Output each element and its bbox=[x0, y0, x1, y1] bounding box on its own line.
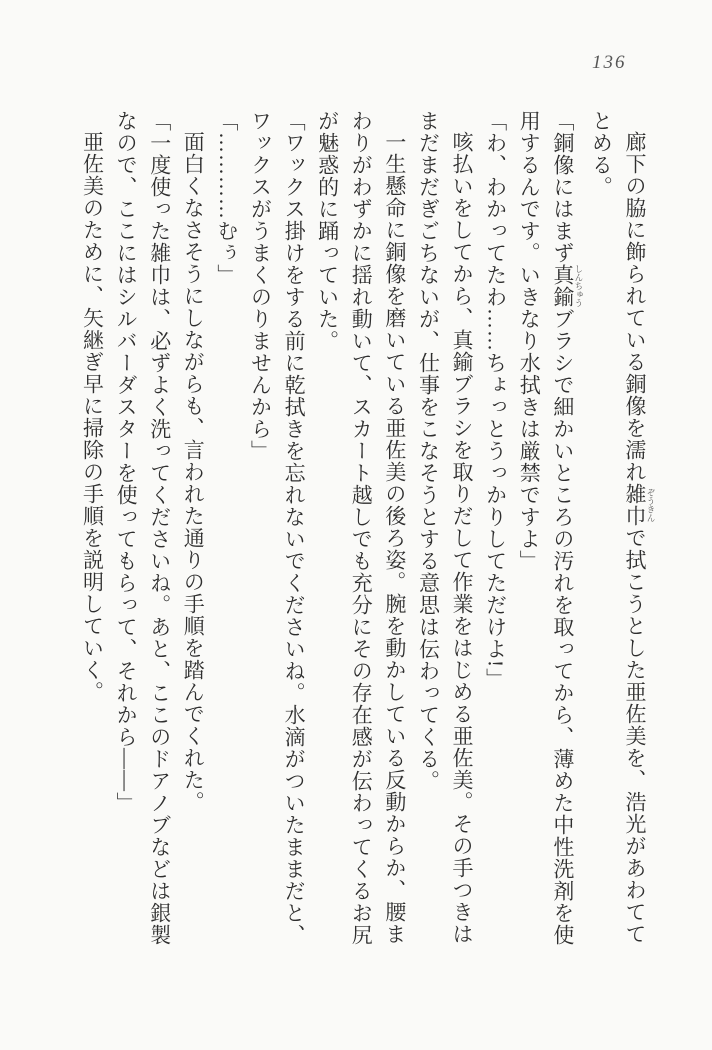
furigana-text: しんちゅう bbox=[573, 264, 584, 308]
paragraph: 「一度使った雑巾は、必ずよく洗ってくださいね。あと、ここのドアノブなどは銀製なので、ここにはシルバーダスターを使ってもらって、それから――」 bbox=[114, 110, 172, 946]
paragraph: 「わ、わかってたわ……ちょっとうっかりしてただけよ!」 bbox=[483, 110, 508, 690]
page-number: 136 bbox=[592, 52, 627, 73]
paragraph: 廊下の脇に飾られている銅像を濡れ雑巾 ぞうきんで拭こうとした亜佐美を、浩光があわててとめる。 bbox=[589, 110, 656, 945]
paragraph: 一生懸命に銅像を磨いている亜佐美の後ろ姿。腕を動かしている反動からか、腰まわりがわずかに揺れ動いて、スカート越しでも充分にその存在感が伝わってくるお尻が魅惑的に踊っていた。 bbox=[315, 110, 407, 946]
paragraph: 面白くなさそうにしながらも、言われた通りの手順を踏んでくれた。 bbox=[181, 131, 206, 813]
paragraph: 「銅像にはまず真鍮 しんちゅうブラシで細かいところの汚れを取ってから、薄めた中性洗剤を使用するんです。いきなり水拭きは厳禁ですよ」 bbox=[517, 110, 584, 946]
furigana-ruby: 雑巾 ぞうきん bbox=[623, 483, 656, 527]
furigana-ruby: 真鍮 しんちゅう bbox=[550, 264, 584, 308]
page-text bbox=[75, 110, 656, 952]
paragraph: 「…………むぅ」 bbox=[214, 110, 239, 286]
paragraph: 「ワックス掛けをする前に乾拭きを忘れないでくださいね。水滴がついたままだと、ワックスがうまくのりませんから」 bbox=[248, 110, 307, 946]
furigana-text: ぞうきん bbox=[646, 483, 656, 527]
paragraph: 亜佐美のために、矢継ぎ早に掃除の手順を説明していく。 bbox=[80, 131, 105, 703]
paragraph: 咳払いをしてから、真鍮ブラシを取りだして作業をはじめる亜佐美。その手つきはまだまだぎごちないが、仕事をこなそうとする意思は伝わってくる。 bbox=[416, 110, 475, 945]
